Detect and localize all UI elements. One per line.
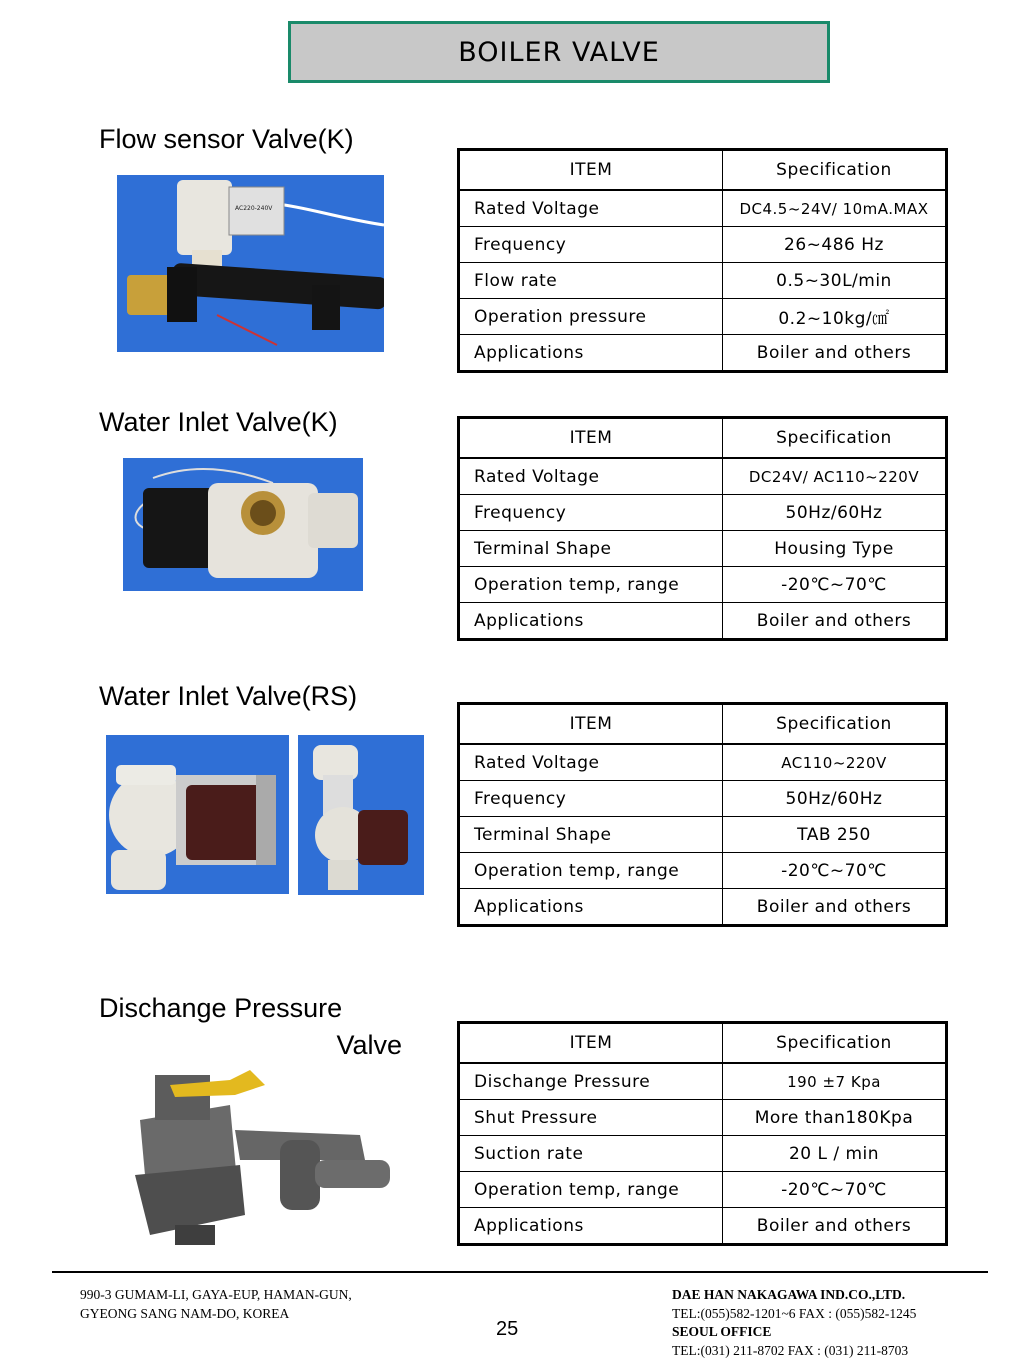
table-cell-item: Frequency <box>459 495 723 531</box>
table-cell-item: Frequency <box>459 227 723 263</box>
table-row <box>459 889 947 926</box>
section-title-line2: Valve <box>336 1030 402 1060</box>
flow-sensor-valve-photo <box>117 175 384 352</box>
table-row <box>459 567 947 603</box>
column-header-item: ITEM <box>459 418 723 459</box>
address-line-1: 990-3 GUMAM-LI, GAYA-EUP, HAMAN-GUN, <box>80 1287 352 1302</box>
column-header-spec: Specification <box>723 704 947 745</box>
section-title-water-inlet-rs: Water Inlet Valve(RS) <box>99 681 358 711</box>
table-cell-item: Applications <box>459 335 723 372</box>
spec-table-water-inlet-rs <box>457 702 948 927</box>
water-inlet-valve-rs-photo-side <box>106 735 289 894</box>
table-cell-item: Operation temp, range <box>459 853 723 889</box>
table-cell-item: Suction rate <box>459 1136 723 1172</box>
table-cell-item: Applications <box>459 603 723 640</box>
table-cell-spec: 190 ±7 Kpa <box>723 1063 947 1100</box>
table-cell-spec: More than180Kpa <box>723 1100 947 1136</box>
footer-contact <box>672 1286 916 1360</box>
table-cell-item: Terminal Shape <box>459 817 723 853</box>
table-row <box>459 603 947 640</box>
section-title-flow-sensor: Flow sensor Valve(K) <box>99 124 354 154</box>
page-number: 25 <box>496 1318 519 1340</box>
table-row <box>459 1208 947 1245</box>
main-phone-fax: TEL:(055)582-1201~6 FAX : (055)582-1245 <box>672 1305 917 1321</box>
table-cell-item: Terminal Shape <box>459 531 723 567</box>
water-inlet-valve-k-photo <box>123 458 363 591</box>
column-header-spec: Specification <box>723 150 947 191</box>
table-cell-item: Rated Voltage <box>459 744 723 781</box>
table-cell-spec: 20 L / min <box>723 1136 947 1172</box>
water-inlet-valve-rs-photo-front <box>298 735 424 895</box>
table-cell-item: Operation temp, range <box>459 1172 723 1208</box>
table-cell-spec: AC110~220V <box>723 744 947 781</box>
table-row <box>459 263 947 299</box>
spec-table-flow-sensor <box>457 148 948 373</box>
table-row <box>459 817 947 853</box>
table-row <box>459 299 947 335</box>
table-cell-spec: 50Hz/60Hz <box>723 781 947 817</box>
table-row <box>459 1136 947 1172</box>
section-title-water-inlet-k: Water Inlet Valve(K) <box>99 407 338 437</box>
spec-table-water-inlet-k <box>457 416 948 641</box>
table-row <box>459 227 947 263</box>
table-row <box>459 458 947 495</box>
table-row <box>459 190 947 227</box>
table-row <box>459 1100 947 1136</box>
table-row <box>459 1172 947 1208</box>
address-line-2: GYEONG SANG NAM-DO, KOREA <box>80 1305 290 1321</box>
table-cell-item: Operation temp, range <box>459 567 723 603</box>
table-cell-item: Flow rate <box>459 263 723 299</box>
table-row <box>459 781 947 817</box>
section-title-discharge-pressure <box>99 990 402 1064</box>
table-row <box>459 495 947 531</box>
table-cell-item: Operation pressure <box>459 299 723 335</box>
table-cell-item: Frequency <box>459 781 723 817</box>
column-header-item: ITEM <box>459 1023 723 1064</box>
table-cell-spec: 0.2~10kg/㎠ <box>723 299 947 335</box>
discharge-pressure-valve-render <box>120 1065 395 1250</box>
table-cell-spec: Housing Type <box>723 531 947 567</box>
footer-divider <box>52 1271 988 1273</box>
table-cell-spec: 50Hz/60Hz <box>723 495 947 531</box>
table-cell-spec: 26~486 Hz <box>723 227 947 263</box>
table-cell-item: Shut Pressure <box>459 1100 723 1136</box>
table-cell-spec: Boiler and others <box>723 335 947 372</box>
table-cell-spec: Boiler and others <box>723 889 947 926</box>
table-cell-spec: -20℃~70℃ <box>723 567 947 603</box>
page-title: BOILER VALVE <box>288 21 830 83</box>
table-cell-item: Rated Voltage <box>459 458 723 495</box>
table-cell-item: Applications <box>459 889 723 926</box>
column-header-spec: Specification <box>723 1023 947 1064</box>
table-row <box>459 744 947 781</box>
table-row <box>459 335 947 372</box>
table-cell-spec: -20℃~70℃ <box>723 853 947 889</box>
table-cell-spec: Boiler and others <box>723 603 947 640</box>
table-cell-spec: DC4.5~24V/ 10mA.MAX <box>723 190 947 227</box>
table-cell-spec: DC24V/ AC110~220V <box>723 458 947 495</box>
table-row <box>459 531 947 567</box>
table-cell-spec: 0.5~30L/min <box>723 263 947 299</box>
spec-table-discharge-pressure <box>457 1021 948 1246</box>
table-cell-spec: Boiler and others <box>723 1208 947 1245</box>
column-header-item: ITEM <box>459 704 723 745</box>
table-row <box>459 1063 947 1100</box>
company-name: DAE HAN NAKAGAWA IND.CO.,LTD. <box>672 1287 906 1302</box>
column-header-spec: Specification <box>723 418 947 459</box>
table-cell-item: Applications <box>459 1208 723 1245</box>
section-title-line1: Dischange Pressure <box>99 993 343 1023</box>
office-name: SEOUL OFFICE <box>672 1324 772 1339</box>
footer-address <box>80 1286 352 1323</box>
svg-text:AC220-240V: AC220-240V <box>235 205 273 212</box>
column-header-item: ITEM <box>459 150 723 191</box>
office-phone-fax: TEL:(031) 211-8702 FAX : (031) 211-8703 <box>672 1342 909 1358</box>
table-cell-spec: -20℃~70℃ <box>723 1172 947 1208</box>
table-cell-spec: TAB 250 <box>723 817 947 853</box>
table-cell-item: Dischange Pressure <box>459 1063 723 1100</box>
table-cell-item: Rated Voltage <box>459 190 723 227</box>
table-row <box>459 853 947 889</box>
